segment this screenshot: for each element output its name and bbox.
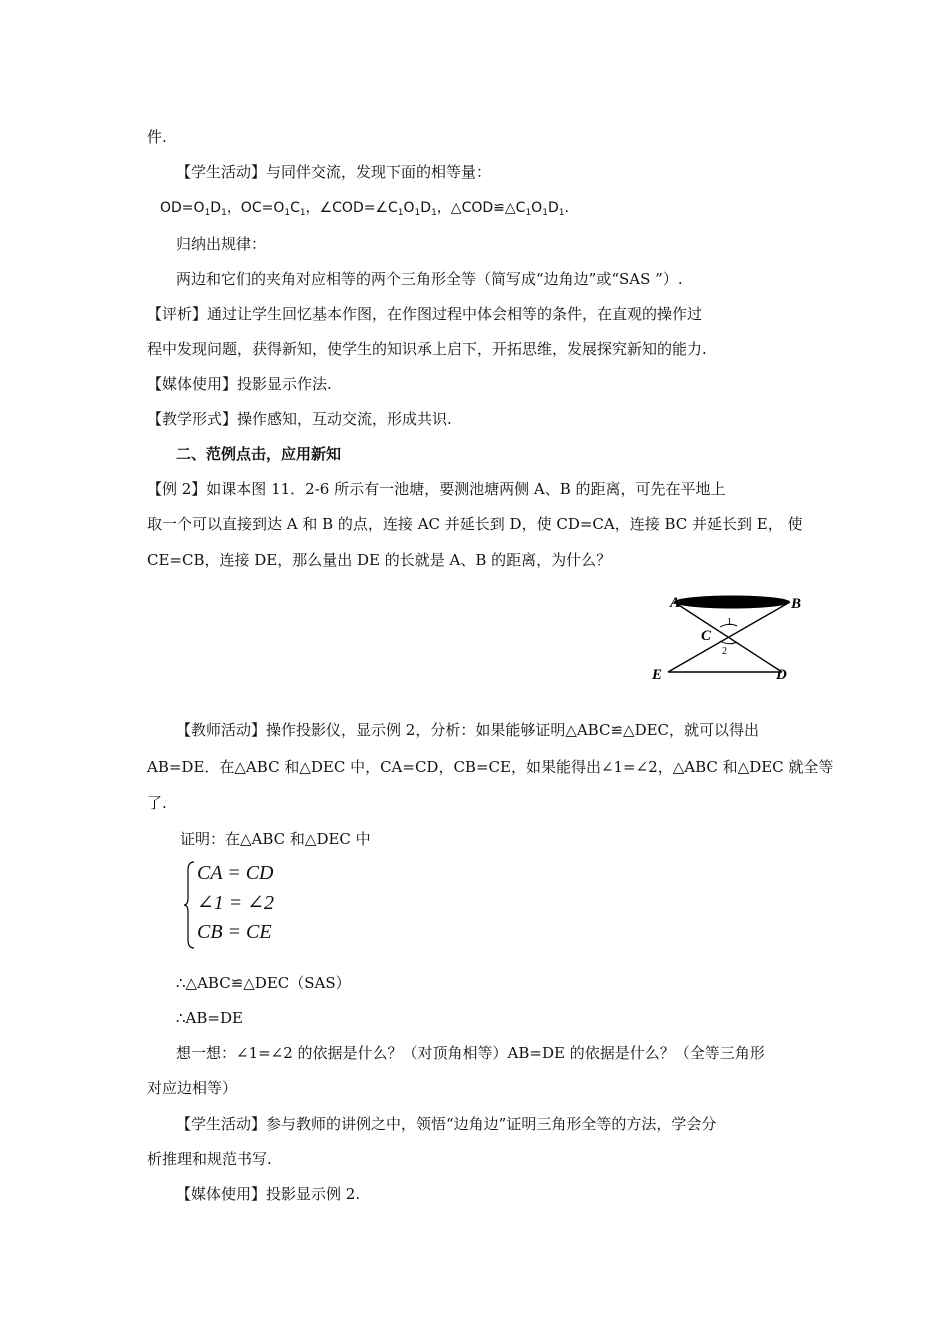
section-heading: 二、范例点击，应用新知 [176,445,342,463]
label-c: C [701,628,712,644]
text-line: 【教师活动】操作投影仪，显示例 2，分析：如果能够证明△ABC≌△DEC，就可以得出 [176,721,760,739]
text-line: 归纳出规律： [176,235,267,253]
pond-triangle-figure [648,588,802,683]
text-line: 【学生活动】与同伴交流，发现下面的相等量： [176,163,492,181]
rule-statement: 两边和它们的夹角对应相等的两个三角形全等（简写成“边角边”或“SAS ”）. [176,270,683,288]
pond-shape [674,596,790,609]
text-line: 【媒体使用】投影显示例 2. [176,1185,361,1203]
equalities-line: $OD=O_1D_1$，$OC=O_1C_1$，$\angle COD=\angle C_1O_1D_1$，$\triangle COD≌\triangle C_1O_1D_1$. [160,200,569,218]
label-a: A [670,595,681,611]
proof-intro: 证明：在△ABC 和△DEC 中 [180,830,371,848]
text-line: 【评析】通过让学生回忆基本作图，在作图过程中体会相等的条件，在直观的操作过 [147,305,703,323]
text-line: 析推理和规范书写. [147,1150,272,1168]
conclusion-line: ∴△ABC≌△DEC（SAS） [176,974,351,992]
text-line: AB=DE．在△ABC 和△DEC 中，CA=CD，CB=CE，如果能得出∠1=∠2，△ABC 和△DEC 就全等 [147,758,834,776]
text-line: 件. [147,128,167,146]
equation-system [183,858,293,952]
label-2: 2 [722,646,727,657]
text-line: 取一个可以直接到达 A 和 B 的点，连接 AC 并延长到 D，使 CD=CA，连接 BC 并延长到 E， 使 [147,515,803,533]
equation-ca-cd: CA = CD [197,862,274,884]
conclusion-line: ∴AB=DE [176,1009,243,1027]
label-e: E [652,667,663,683]
left-brace [183,860,197,950]
text-line: 想一想：∠1=∠2 的依据是什么？（对顶角相等）AB=DE 的依据是什么？（全等三角形 [176,1044,765,1062]
text-line: 【例 2】如课本图 11．2-6 所示有一池塘，要测池塘两侧 A、B 的距离，可先在平地上 [147,480,726,498]
label-b: B [791,596,802,612]
text-line: 【教学形式】操作感知，互动交流，形成共识. [147,410,452,428]
text-line: 对应边相等） [147,1079,238,1097]
text-line: 【媒体使用】投影显示作法. [147,375,332,393]
equation-cb-ce: CB = CE [197,921,272,943]
label-d: D [776,667,787,683]
text-line: 程中发现问题，获得新知，使学生的知识承上启下，开拓思维，发展探究新知的能力. [147,340,707,358]
text-line: 了. [147,794,167,812]
segment-be [668,602,790,672]
text-line: CE=CB，连接 DE，那么量出 DE 的长就是 A、B 的距离，为什么？ [147,551,612,569]
text-line: 【学生活动】参与教师的讲例之中，领悟“边角边”证明三角形全等的方法，学会分 [176,1115,717,1133]
label-1: 1 [727,617,732,628]
equation-angles: ∠1 = ∠2 [197,892,275,914]
